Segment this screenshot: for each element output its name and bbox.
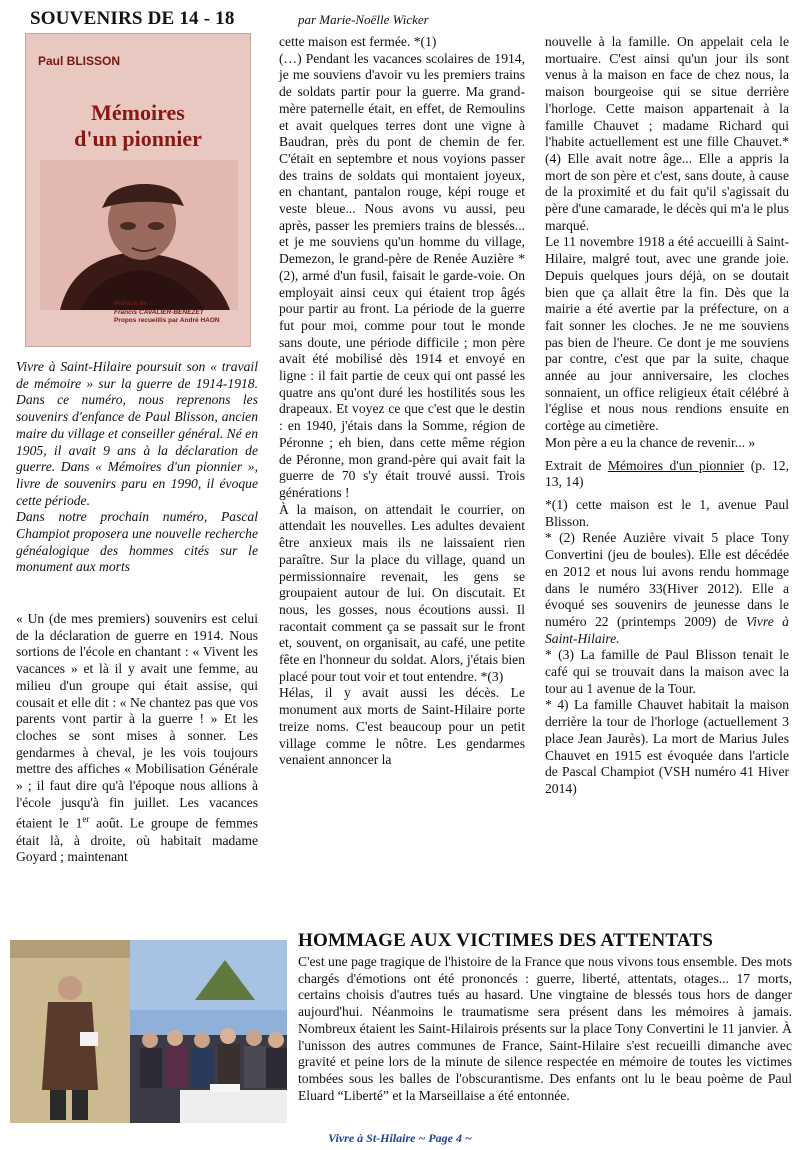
paragraph: « Un (de mes premiers) souvenirs est celui de la déclaration de guerre en 1914. Nous sortions de l'école en chantant : « Vivent les vacances » et là il y avait une femme, au milieu d'un groupe qui était assise, qui cousait et elle dit : « Ne chantez pas que vos parents vont partir à la guerre ! » Et les cloches se sont mises à sonner. Les gendarmes à cheval, je les vois toujours mettre des affiches « Mobilisation Générale » ; il faut dire qu'à l'époque nous allions à l'école jusqu'à fin juillet. Les vacances étaient le 1er août. Le groupe de femmes était là, à droite, où habitait madame Goyard ; maintenant [16,611,258,865]
cover-preface-name: Francis CAVALIER-BENEZET [114,308,204,316]
paragraph: À la maison, on attendait le courrier, on attendait les nouvelles. Les adultes devaient être anxieux mais ils ne laissaient rien paraître. Sur la place du village, quand un permissionnaire revenait, les gens se groupaient autour de lui. On discutait. Et nous, les gosses, nous écoutions aussi. Il racontait comment ça se passait sur le front et, souvent, on organisait, au café, une petite fête en l'honneur du soldat. Alors, j'étais bien placé pour tout voir et tout entendre. *(3) [279,501,525,684]
page-title: SOUVENIRS DE 14 - 18 [30,8,235,29]
paragraph: nouvelle à la famille. On appelait cela le mortuaire. C'est ainsi qu'un jour ils sont venus à la maison en face de chez nous, la maison bourgeoise qui se situe derrière l'horloge. Cette maison appartenait à la famille Chauvet ; madame Richard qui l'habite actuellement est une fille Chauvet.* (4) Elle avait notre âge... Elle a appris la mort de son père et c'est, sans doute, à cause de la proximité et du fait qu'il s'agissait du père d'une camarade, le décès qui m'a le plus marqué. [545,34,789,233]
cover-preface-label: Préface de : [114,300,151,307]
page-footer: Vivre à St-Hilaire ~ Page 4 ~ [328,1131,472,1145]
footnote: * (3) La famille de Paul Blisson tenait le café qui se trouvait dans la maison avec la tour au 1 avenue de la Tour. [545,647,789,696]
footnotes [545,497,789,798]
intro-text [16,359,258,576]
cover-preface [114,300,248,326]
paragraph: Le 11 novembre 1918 a été accueilli à Saint-Hilaire, malgré tout, avec une grande joie. Depuis quelques jours déjà, on se doutait bien que ça allait être la fin. Dès que la mairie a été avertie par la préfecture, on a fait sonner les cloches. Je ne me souviens pas bien de l'heure. Ce dont je me souviens par contre, c'est que par la suite, chaque année au jour anniversaire, les cloches sonnaient, un office religieux était célébré à l'église et nous nous rendions ensuite en cortège au cimetière. [545,234,789,434]
column-2-text [279,34,525,769]
hommage-title: HOMMAGE AUX VICTIMES DES ATTENTATS [298,930,714,951]
book-cover [25,33,251,347]
paragraph: (…) Pendant les vacances scolaires de 1914, je me souviens d'avoir vu les premiers trains de soldats partir pour la guerre. Ma grand-mère paternelle était, en effet, de Remoulins et avait quelques terres dont une vigne à Baudran, près du pont de chemin de fer. C'était en septembre et nous voyions passer des trains de soldats qui montaient joyeux, en chantant, pantalon rouge, képi rouge et veste bleue... Nous avons vu aussi, peu après, passer les premiers trains de blessés... et je me souviens qu'un homme du village, Demezon, le grand-père de Renée Auzière *(2), armé d'un fusil, faisait le garde-voie. On employait ainsi ceux qui étaient trop âgés pour partir au front. La période de la guerre fut pour moi, comme pour tout le monde sans doute, une période difficile ; mon père avait été mobilisé dès 1914 et envoyé en ligne : il fait partie de ceux qui ont passé les quatre ans qu'ont duré les hostilités sous les drapeaux. Et voyez ce que c'est que le destin : en 1940, j'étais dans la Somme, région de Péronne ; eh bien, dans cette même région de Péronne, mon grand-père qui avait fait la guerre de 70 s'y était trouvé aussi. Trois générations ! [279,50,525,500]
footnote: *(1) cette maison est le 1, avenue Paul Blisson. [545,496,789,529]
cover-title [26,100,250,152]
column-1-text [16,611,258,866]
cover-title-line1: Mémoires [91,100,185,125]
column-3-text [545,34,789,798]
cover-title-line2: d'un pionnier [74,126,202,151]
byline: par Marie-Noëlle Wicker [298,12,429,27]
footnote: * (2) Renée Auzière vivait 5 place Tony Convertini (jeu de boules). Elle est décédée en 2012 et nous lui avons rendu hommage dans le numéro 33(Hiver 2012). Elle a évoqué ses souvenirs de jeunesse dans le numéro 22 (printemps 2009) de Vivre à Saint-Hilaire. [545,530,789,646]
intro-paragraph: Vivre à Saint-Hilaire poursuit son « travail de mémoire » sur la guerre de 1914-1918. Dans ce numéro, nous reprenons les souvenirs d'enfance de Paul Blisson, ancien maire du village et conseiller général. Né en 1905, il avait 9 ans à la déclaration de guerre. Dans « Mémoires d'un pionnier », livre de souvenirs paru en 1990, il évoque cette période. [16,359,258,508]
cover-author: Paul BLISSON [38,54,121,68]
footnote: * 4) La famille Chauvet habitait la maison derrière la tour de l'horloge (actuellement 3 place Jean Jaurès). La mort de Marius Jules Chauvet en 1915 est évoquée dans l'article de Pascal Champiot (VSH numéro 41 Hiver 2014) [545,697,789,796]
ceremony-photo [10,940,287,1123]
hommage-text: C'est une page tragique de l'histoire de la France que nous vivons tous ensemble. Des mots chargés d'émotions ont été prononcés : guerre, liberté, attentats, otages... 17 morts, certains choisis d'autres tués au hasard. Une vingtaine de blessés tous hors de danger aujourd'hui. Néanmoins le traumatisme sera présent dans les mémoires à jamais. Nombreux étaient les Saint-Hilairois présents sur la place Tony Convertini le 11 janvier. À l'unisson des autres communes de France, Saint-Hilaire s'est recueilli dimanche avec gravité et peine lors de la minute de silence respectée en mémoire de toutes les victimes tombées sous les balles de l'obscurantisme. Des enfants ont lu le beau poème de Paul Eluard “Liberté” et la Marseillaise a été entonnée. [298,954,792,1103]
paragraph: cette maison est fermée. *(1) [279,34,437,49]
paragraph: Mon père a eu la chance de revenir... » [545,434,756,450]
intro-paragraph: Dans notre prochain numéro, Pascal Champiot proposera une nouvelle recherche généalogique des hommes cités sur le monument aux morts [16,509,258,575]
source-extract: Extrait de Mémoires d'un pionnier (p. 12, 13, 14) [545,457,789,490]
cover-portrait-image [40,160,238,310]
paragraph: Hélas, il y avait aussi les décès. Le monument aux morts de Saint-Hilaire porte treize noms. C'est beaucoup pour un petit village comme le nôtre. Les gendarmes venaient annoncer la [279,685,525,768]
cover-propos: Propos recueillis par André HAON [114,317,220,324]
